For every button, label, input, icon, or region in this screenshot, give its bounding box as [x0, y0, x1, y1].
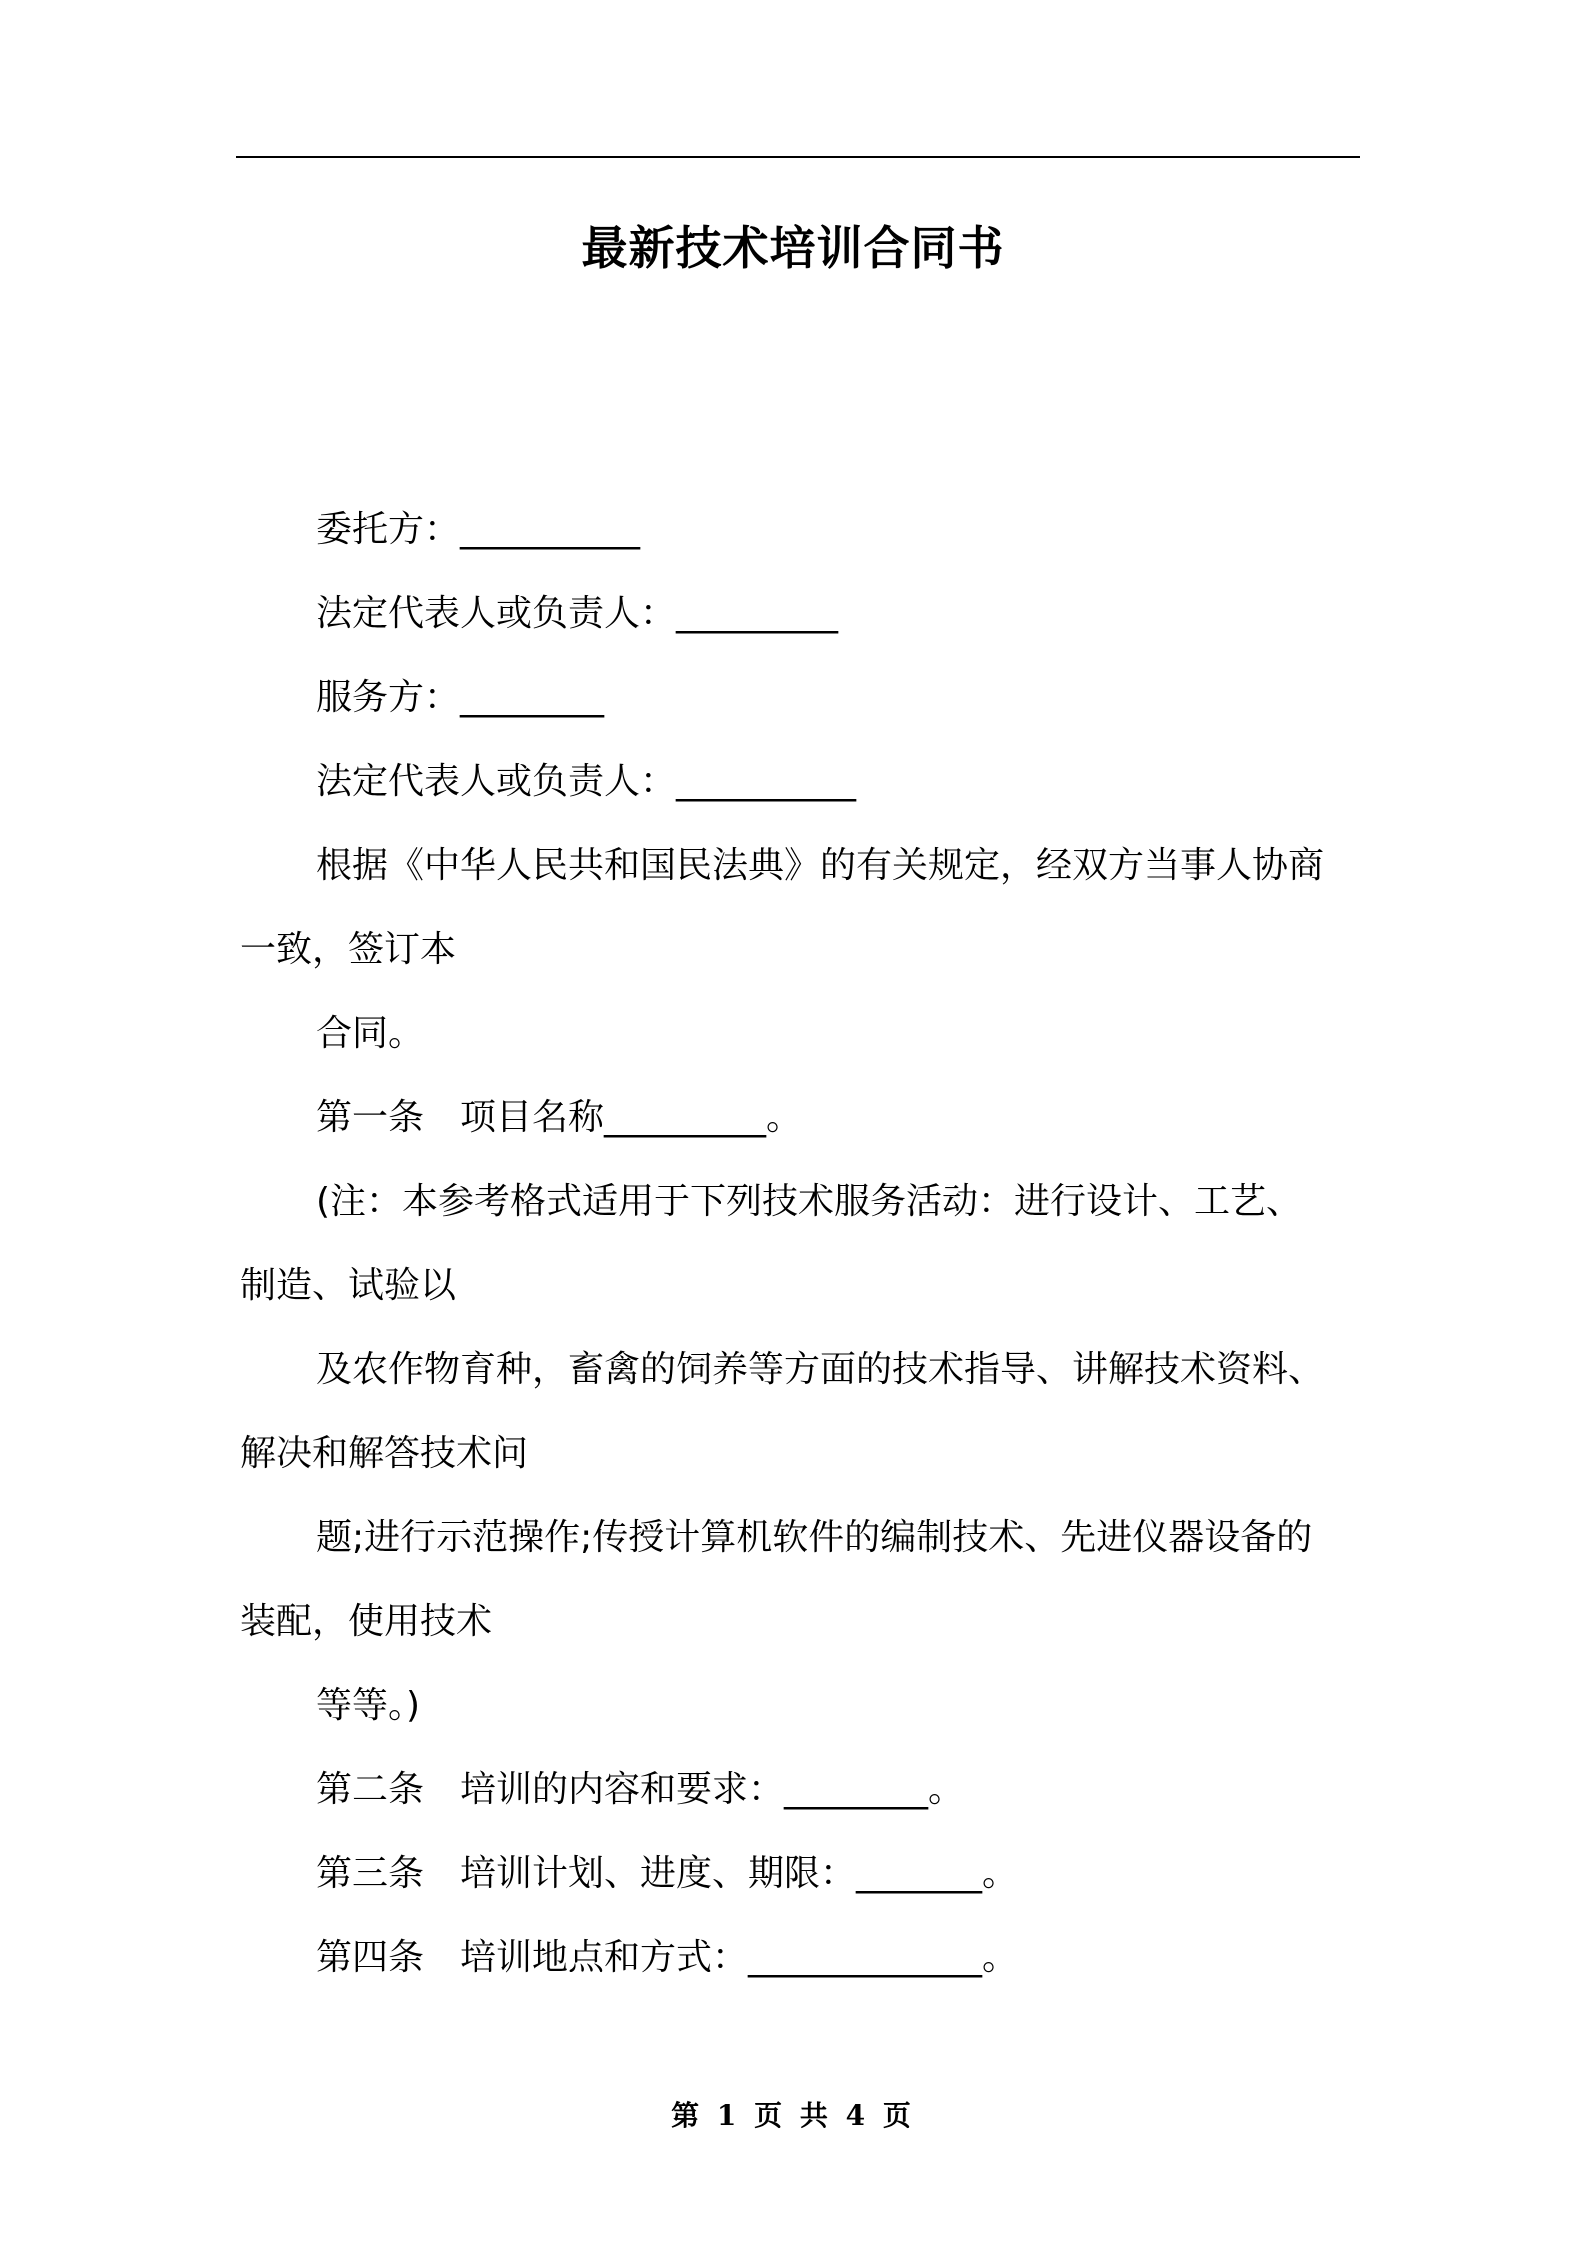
- document-title: 最新技术培训合同书: [581, 221, 1005, 275]
- preamble-line-3: 合同。: [316, 1013, 425, 1054]
- service-party-line: 服务方：________: [316, 677, 605, 718]
- note-line-5: 题;进行示范操作;传授计算机软件的编制技术、先进仪器设备的: [316, 1517, 1313, 1558]
- legal-representative-line-2: 法定代表人或负责人：__________: [316, 761, 857, 802]
- note-line-2: 制造、试验以: [240, 1265, 457, 1306]
- note-line-4: 解决和解答技术问: [240, 1433, 529, 1474]
- note-line-3: 及农作物育种，畜禽的饲养等方面的技术指导、讲解技术资料、: [316, 1349, 1325, 1390]
- article-4-line: 第四条 培训地点和方式：_____________。: [316, 1937, 1019, 1978]
- entrusting-party-line: 委托方：__________: [316, 509, 641, 550]
- article-3-line: 第三条 培训计划、进度、期限：_______。: [316, 1853, 1019, 1894]
- note-line-6: 装配，使用技术: [240, 1601, 493, 1642]
- legal-representative-line-1: 法定代表人或负责人：_________: [316, 593, 839, 634]
- note-line-7: 等等。): [316, 1685, 421, 1726]
- page-number-footer: 第 1 页 共 4 页: [671, 2099, 915, 2132]
- preamble-line-1: 根据《中华人民共和国民法典》的有关规定，经双方当事人协商: [316, 845, 1325, 886]
- preamble-line-2: 一致，签订本: [240, 929, 457, 970]
- note-line-1: (注：本参考格式适用于下列技术服务活动：进行设计、工艺、: [316, 1181, 1303, 1222]
- article-1-line: 第一条 项目名称_________。: [316, 1097, 803, 1138]
- contract-body: [240, 488, 1360, 2000]
- article-2-line: 第二条 培训的内容和要求：________。: [316, 1769, 965, 1810]
- header-rule: [236, 156, 1360, 158]
